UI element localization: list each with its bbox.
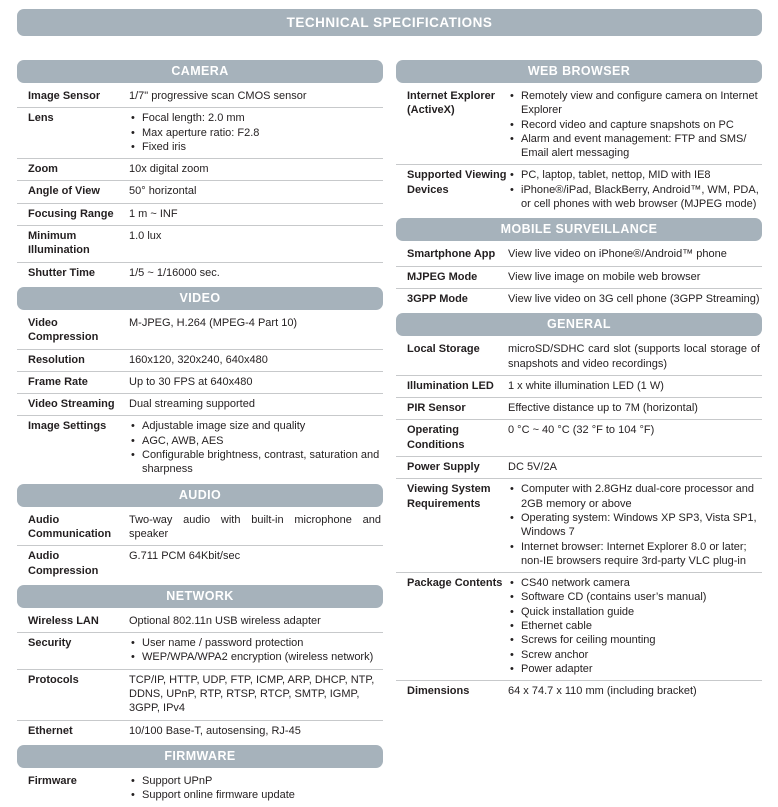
spec-label-power-supply: Power Supply [407,461,480,474]
spec-row-minimum-illumination [17,225,383,262]
left-column [17,57,383,807]
bullet-item: • Max aperture ratio: F2.8 [129,126,381,140]
bullet-item: • Screw anchor [508,648,760,662]
right-column [396,57,762,703]
spec-label-local-storage: Local Storage [407,343,480,356]
spec-value-focusing-range: 1 m ~ INF [129,207,178,220]
section-rows-web-browser [396,86,762,215]
spec-value-firmware [129,774,383,803]
spec-label-focusing-range: Focusing Range [28,207,114,220]
section-rows-firmware [17,771,383,807]
spec-value-operating-conditions: 0 °C ~ 40 °C (32 °F to 104 °F) [508,424,655,437]
bullet-item: • Operating system: Windows XP SP3, Vista SP1, Windows 7 [508,511,760,540]
spec-value-power-supply: DC 5V/2A [508,461,557,474]
spec-row-pir-sensor [396,397,762,419]
spec-value-video-streaming: Dual streaming supported [129,398,255,411]
spec-label-mjpeg-mode: MJPEG Mode [407,270,478,283]
section-header-firmware: FIRMWARE [17,745,383,768]
spec-value-mjpeg-mode: View live image on mobile web browser [508,270,701,283]
spec-row-3gpp-mode [396,288,762,310]
spec-value-pir-sensor: Effective distance up to 7M (horizontal) [508,402,698,415]
spec-value-angle-of-view: 50° horizontal [129,185,197,198]
spec-value-3gpp-mode: View live video on 3G cell phone (3GPP Streaming) [508,292,760,305]
bullet-item: • AGC, AWB, AES [129,434,381,448]
spec-label-operating-conditions: Operating Conditions [407,424,465,451]
bullet-item: • User name / password protection [129,636,381,650]
spec-row-internet-explorer-activex [396,86,762,164]
spec-value-image-settings [129,419,383,476]
bullet-item: • Remotely view and configure camera on Internet Explorer [508,89,760,118]
spec-label-ethernet: Ethernet [28,724,73,737]
spec-row-viewing-system-requirements [396,478,762,572]
spec-row-audio-compression [17,545,383,582]
spec-row-resolution [17,349,383,371]
spec-label-package-contents: Package Contents [407,577,503,590]
bullet-item: • CS40 network camera [508,576,760,590]
spec-row-image-sensor [17,86,383,107]
spec-label-wireless-lan: Wireless LAN [28,614,99,627]
spec-row-protocols [17,669,383,720]
bullet-item: • Focal length: 2.0 mm [129,111,381,125]
spec-label-resolution: Resolution [28,353,85,366]
spec-row-power-supply [396,456,762,478]
spec-value-image-sensor: 1/7" progressive scan CMOS sensor [129,90,307,102]
spec-row-mjpeg-mode [396,266,762,288]
spec-value-package-contents [508,576,762,676]
spec-row-image-settings [17,415,383,480]
section-rows-camera [17,86,383,284]
spec-label-video-compression: Video Compression [28,316,99,344]
spec-label-smartphone-app: Smartphone App [407,248,496,261]
section-header-network: NETWORK [17,585,383,608]
spec-label-audio-communication: Audio Communication [28,513,112,540]
spec-label-zoom: Zoom [28,163,58,176]
spec-row-dimensions [396,680,762,702]
spec-row-zoom [17,158,383,180]
bullet-item: • Support online firmware update [129,788,381,802]
spec-value-illumination-led: 1 x white illumination LED (1 W) [508,379,664,392]
bullet-item: • Internet browser: Internet Explorer 8.0 or later; non-IE browsers require 3rd-party VLC plug-in [508,540,760,569]
spec-row-security [17,632,383,669]
spec-row-lens [17,107,383,158]
spec-value-internet-explorer-activex [508,89,762,160]
spec-row-angle-of-view [17,180,383,202]
section-rows-general [396,339,762,702]
spec-sheet [17,9,778,807]
spec-value-wireless-lan: Optional 802.11n USB wireless adapter [129,614,321,627]
spec-label-3gpp-mode: 3GPP Mode [407,292,468,305]
spec-label-internet-explorer-activex: Internet Explorer (ActiveX) [407,90,496,117]
section-rows-audio [17,510,383,582]
bullet-item: • Quick installation guide [508,605,760,619]
spec-label-illumination-led: Illumination LED [407,379,494,392]
spec-label-image-settings: Image Settings [28,420,107,433]
page-title: TECHNICAL SPECIFICATIONS [17,9,762,36]
spec-row-frame-rate [17,371,383,393]
spec-label-dimensions: Dimensions [407,685,470,698]
section-header-video: VIDEO [17,287,383,310]
spec-value-dimensions: 64 x 74.7 x 110 mm (including bracket) [508,685,697,698]
bullet-item: • Fixed iris [129,140,381,154]
spec-row-operating-conditions [396,419,762,456]
spec-row-video-streaming [17,393,383,415]
spec-label-video-streaming: Video Streaming [28,398,115,411]
spec-label-security: Security [28,637,72,650]
spec-row-local-storage [396,339,762,375]
bullet-item: • iPhone®/iPad, BlackBerry, Android™, WM, PDA, or cell phones with web browser (MJPEG mode) [508,183,760,212]
spec-row-wireless-lan [17,611,383,632]
section-rows-mobile-surveillance [396,244,762,310]
bullet-item: • PC, laptop, tablet, nettop, MID with IE8 [508,168,760,182]
spec-row-ethernet [17,720,383,742]
spec-value-minimum-illumination: 1.0 lux [129,230,162,243]
spec-value-viewing-system-requirements [508,482,762,568]
spec-value-shutter-time: 1/5 ~ 1/16000 sec. [129,266,220,279]
section-header-general: GENERAL [396,313,762,336]
spec-row-firmware [17,771,383,807]
section-header-camera: CAMERA [17,60,383,83]
section-header-mobile-surveillance: MOBILE SURVEILLANCE [396,218,762,241]
bullet-item: • Alarm and event management: FTP and SMS/ Email alert messaging [508,132,760,161]
spec-row-shutter-time [17,262,383,284]
spec-value-local-storage: microSD/SDHC card slot (supports local storage of snapshots and video recordings) [508,343,760,370]
bullet-item: • Software CD (contains user’s manual) [508,590,760,604]
bullet-item: • Computer with 2.8GHz dual-core processor and 2GB memory or above [508,482,760,511]
spec-label-angle-of-view: Angle of View [28,185,100,198]
spec-row-package-contents [396,572,762,680]
spec-label-minimum-illumination: Minimum Illumination [28,230,90,257]
spec-value-security [129,636,383,665]
bullet-item: • Power adapter [508,662,760,676]
spec-value-audio-compression: G.711 PCM 64Kbit/sec [129,550,241,563]
spec-value-frame-rate: Up to 30 FPS at 640x480 [129,375,253,388]
spec-label-firmware: Firmware [28,774,77,787]
spec-label-frame-rate: Frame Rate [28,375,88,388]
spec-value-supported-viewing-devices [508,168,762,211]
spec-value-zoom: 10x digital zoom [129,163,209,176]
bullet-item: • Adjustable image size and quality [129,419,381,433]
spec-label-lens: Lens [28,112,54,125]
spec-value-protocols: TCP/IP, HTTP, UDP, FTP, ICMP, ARP, DHCP, NTP, DDNS, UPnP, RTP, RTSP, RTCP, SMTP, IGMP, 3GPP, IPv4 [129,673,375,715]
bullet-item: • Record video and capture snapshots on PC [508,118,760,132]
spec-label-protocols: Protocols [28,673,79,686]
section-header-audio: AUDIO [17,484,383,507]
spec-row-supported-viewing-devices [396,164,762,215]
bullet-item: • Screws for ceiling mounting [508,633,760,647]
spec-label-image-sensor: Image Sensor [28,90,101,102]
section-rows-video [17,313,383,481]
spec-value-ethernet: 10/100 Base-T, autosensing, RJ-45 [129,724,301,737]
spec-value-smartphone-app: View live video on iPhone®/Android™ phone [508,248,727,261]
spec-label-shutter-time: Shutter Time [28,266,96,279]
bullet-item: • Ethernet cable [508,619,760,633]
spec-value-resolution: 160x120, 320x240, 640x480 [129,353,268,366]
spec-value-lens [129,111,383,154]
section-rows-network [17,611,383,742]
section-header-web-browser: WEB BROWSER [396,60,762,83]
spec-row-smartphone-app [396,244,762,265]
bullet-item: • Support UPnP [129,774,381,788]
spec-row-audio-communication [17,510,383,546]
spec-row-video-compression [17,313,383,349]
spec-value-video-compression: M-JPEG, H.264 (MPEG-4 Part 10) [129,316,298,329]
spec-columns [17,57,762,807]
bullet-item: • Configurable brightness, contrast, saturation and sharpness [129,448,381,477]
spec-label-pir-sensor: PIR Sensor [407,402,466,415]
bullet-item: • WEP/WPA/WPA2 encryption (wireless network) [129,650,381,664]
spec-label-supported-viewing-devices: Supported Viewing Devices [407,169,507,196]
spec-label-audio-compression: Audio Compression [28,550,99,577]
spec-label-viewing-system-requirements: Viewing System Requirements [407,483,491,510]
spec-row-illumination-led [396,375,762,397]
spec-row-focusing-range [17,203,383,225]
spec-value-audio-communication: Two-way audio with built-in microphone and speaker [129,513,381,540]
